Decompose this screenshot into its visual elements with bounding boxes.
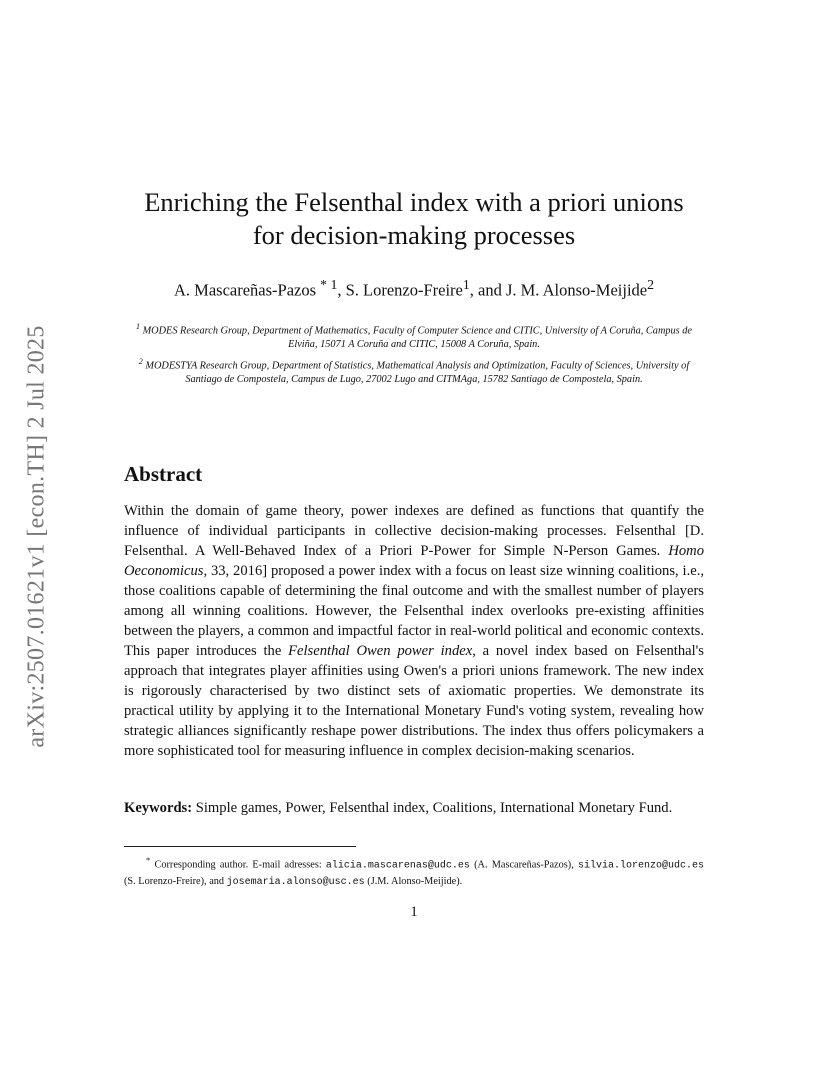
title-line-2: for decision-making processes bbox=[252, 220, 576, 250]
corresponding-author-footnote bbox=[124, 852, 704, 891]
affiliation-1-text: MODES Research Group, Department of Mathematics, Faculty of Computer Science and CITIC, University of A Coruña, Campus de Elviña, 15071 A Coruña and CITIC, 15008 A Coruña, Spain. bbox=[142, 325, 692, 350]
title-line-1: Enriching the Felsenthal index with a priori unions bbox=[144, 187, 684, 217]
paper-title bbox=[100, 186, 728, 252]
author-list bbox=[100, 274, 728, 302]
affiliation-1 bbox=[124, 320, 704, 351]
arxiv-identifier-text: arXiv:2507.01621v1 [econ.TH] 2 Jul 2025 bbox=[23, 324, 50, 748]
keywords-label: Keywords: bbox=[124, 800, 193, 816]
abstract-journal-name: Homo Oeconomicus bbox=[124, 543, 704, 579]
footnote-text-1: Corresponding author. E-mail adresses: bbox=[150, 859, 326, 871]
affiliation-2-mark: 2 bbox=[138, 357, 143, 366]
page-number: 1 bbox=[410, 904, 418, 920]
abstract-part-1: Within the domain of game theory, power indexes are defined as functions that quantify the influence of individual participants in collective decision-making processes. Felsenthal [D. Felsenthal. A Well-Behaved Index of a Priori P-Power for Simple N-Person Games. bbox=[124, 503, 704, 559]
abstract-part-3: , a novel index based on Felsenthal's approach that integrates player affinities using Owen's a priori unions framework. The new index is rigorously characterised by two distinct sets of axiomatic properties. We demonstrate its practical utility by applying it to the International Monetary Fund's voting system, revealing how strategic alliances significantly reshape power distributions. The index thus offers policymakers a more sophisticated tool for measuring influence in complex decision-making scenarios. bbox=[124, 643, 704, 759]
arxiv-identifier-stamp bbox=[23, 296, 51, 776]
affiliation-2 bbox=[124, 355, 704, 386]
footnote-text-4: (J.M. Alonso-Meijide). bbox=[364, 876, 463, 888]
email-link-2[interactable]: silvia.lorenzo@udc.es bbox=[577, 860, 705, 872]
author-separator-1: , bbox=[337, 280, 346, 300]
abstract-index-name: Felsenthal Owen power index bbox=[288, 643, 473, 659]
author-3-mark: 2 bbox=[647, 277, 654, 292]
keywords-text: Simple games, Power, Felsenthal index, Coalitions, International Monetary Fund. bbox=[192, 800, 673, 816]
abstract-part-2: , 33, 2016] proposed a power index with a focus on least size winning coalitions, i.e., those coalitions capable of determining the final outcome and with the smallest number of players among all winning coalitions. However, the Felsenthal index overlooks pre-existing affinities between the players, a common and impactful factor in real-world political and economic contexts. This paper introduces the bbox=[124, 563, 704, 659]
footnote-mark: * bbox=[146, 855, 151, 865]
abstract-heading: Abstract bbox=[124, 462, 203, 486]
author-1-marks: * 1 bbox=[320, 277, 338, 292]
footnote-text-3: (S. Lorenzo-Freire), and bbox=[124, 876, 227, 888]
email-link-3[interactable]: josemaria.alonso@usc.es bbox=[226, 877, 365, 889]
author-3: J. M. Alonso-Meijide bbox=[505, 280, 648, 300]
affiliation-2-text: MODESTYA Research Group, Department of Statistics, Mathematical Analysis and Optimization, Faculty of Sciences, University of Santiago de Compostela, Campus de Lugo, 27002 Lugo and CITMAga, 15782 Santiago de Compostela, Spain. bbox=[145, 360, 690, 385]
author-separator-2: , and bbox=[469, 280, 506, 300]
footnote-text-2: (A. Mascareñas-Pazos), bbox=[469, 859, 578, 871]
keywords bbox=[124, 798, 704, 818]
abstract-text bbox=[124, 501, 704, 761]
author-2-mark: 1 bbox=[462, 277, 470, 292]
footnote-divider bbox=[124, 846, 356, 847]
affiliation-1-mark: 1 bbox=[136, 322, 141, 331]
author-2: S. Lorenzo-Freire bbox=[345, 280, 463, 300]
author-1: A. Mascareñas-Pazos bbox=[173, 280, 317, 300]
email-link-1[interactable]: alicia.mascarenas@udc.es bbox=[325, 860, 470, 872]
